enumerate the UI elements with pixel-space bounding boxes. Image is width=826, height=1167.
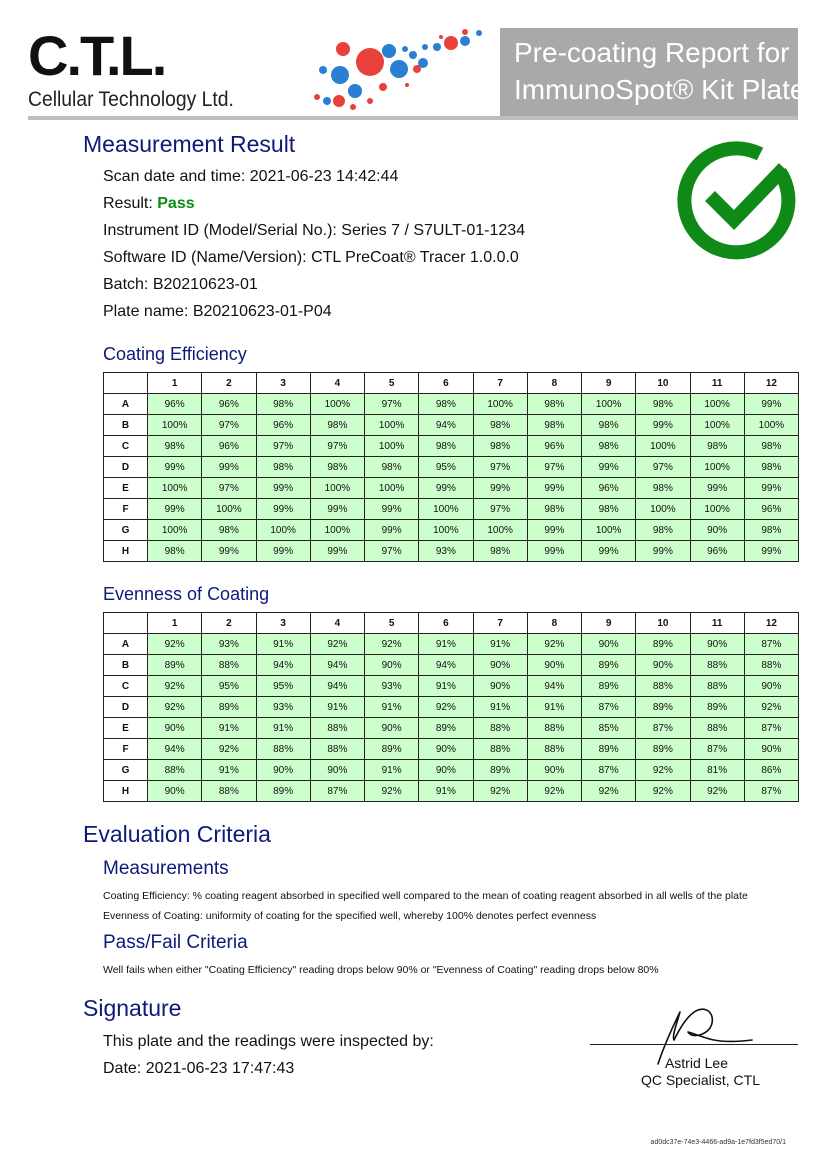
well-value-cell: 93% <box>202 634 256 655</box>
well-value-cell: 89% <box>148 655 202 676</box>
well-value-cell: 92% <box>690 781 744 802</box>
well-value-cell: 100% <box>310 478 364 499</box>
well-value-cell: 88% <box>202 655 256 676</box>
well-value-cell: 99% <box>256 499 310 520</box>
well-value-cell: 98% <box>365 457 419 478</box>
well-value-cell: 91% <box>419 676 473 697</box>
well-value-cell: 100% <box>636 436 690 457</box>
well-value-cell: 99% <box>744 541 798 562</box>
measurements-heading: Measurements <box>103 858 229 879</box>
scan-date-value: 2021-06-23 14:42:44 <box>249 168 399 185</box>
row-header: F <box>104 499 148 520</box>
table-row <box>104 478 799 499</box>
well-value-cell: 91% <box>202 760 256 781</box>
well-value-cell: 98% <box>527 499 581 520</box>
well-value-cell: 97% <box>473 457 527 478</box>
table-row <box>104 718 799 739</box>
well-value-cell: 92% <box>527 634 581 655</box>
column-header: 3 <box>256 613 310 634</box>
column-header: 10 <box>636 373 690 394</box>
row-header: B <box>104 655 148 676</box>
document-id: ad0dc37e-74e3-4466-ad9a-1e7fd3f5ed70/1 <box>650 1139 786 1146</box>
well-value-cell: 95% <box>256 676 310 697</box>
well-value-cell: 89% <box>365 739 419 760</box>
well-value-cell: 97% <box>527 457 581 478</box>
table-header-row <box>104 373 799 394</box>
header-divider <box>28 116 798 120</box>
decorative-dots-logo <box>305 25 495 113</box>
well-value-cell: 99% <box>310 541 364 562</box>
well-value-cell: 99% <box>527 478 581 499</box>
well-value-cell: 89% <box>256 781 310 802</box>
company-name: Cellular Technology Ltd. <box>28 88 234 111</box>
scan-date-line <box>103 167 398 187</box>
well-value-cell: 99% <box>473 478 527 499</box>
well-value-cell: 92% <box>148 697 202 718</box>
well-value-cell: 89% <box>582 655 636 676</box>
well-value-cell: 94% <box>256 655 310 676</box>
well-value-cell: 100% <box>256 520 310 541</box>
column-header: 7 <box>473 613 527 634</box>
table-row <box>104 676 799 697</box>
well-value-cell: 90% <box>527 760 581 781</box>
well-value-cell: 97% <box>202 478 256 499</box>
column-header: 12 <box>744 373 798 394</box>
table-row <box>104 760 799 781</box>
well-value-cell: 91% <box>256 634 310 655</box>
column-header: 1 <box>148 373 202 394</box>
coating-efficiency-heading: Coating Efficiency <box>103 344 247 364</box>
well-value-cell: 97% <box>365 541 419 562</box>
well-value-cell: 88% <box>690 718 744 739</box>
well-value-cell: 90% <box>365 655 419 676</box>
well-value-cell: 96% <box>256 415 310 436</box>
well-value-cell: 89% <box>582 676 636 697</box>
well-value-cell: 88% <box>636 676 690 697</box>
well-value-cell: 81% <box>690 760 744 781</box>
table-row <box>104 415 799 436</box>
well-value-cell: 90% <box>473 655 527 676</box>
row-header: H <box>104 781 148 802</box>
well-value-cell: 90% <box>527 655 581 676</box>
well-value-cell: 87% <box>582 697 636 718</box>
well-value-cell: 86% <box>744 760 798 781</box>
well-value-cell: 97% <box>636 457 690 478</box>
row-header: E <box>104 478 148 499</box>
well-value-cell: 97% <box>256 436 310 457</box>
well-value-cell: 98% <box>690 436 744 457</box>
well-value-cell: 99% <box>148 499 202 520</box>
well-value-cell: 100% <box>202 499 256 520</box>
result-label: Result: <box>103 195 158 212</box>
well-value-cell: 92% <box>202 739 256 760</box>
table-row <box>104 634 799 655</box>
well-value-cell: 98% <box>310 415 364 436</box>
well-value-cell: 96% <box>202 394 256 415</box>
well-value-cell: 88% <box>473 739 527 760</box>
well-value-cell: 99% <box>148 457 202 478</box>
well-value-cell: 94% <box>419 415 473 436</box>
well-value-cell: 100% <box>636 499 690 520</box>
column-header: 5 <box>365 373 419 394</box>
table-row <box>104 520 799 541</box>
well-value-cell: 87% <box>690 739 744 760</box>
well-value-cell: 96% <box>744 499 798 520</box>
column-header: 8 <box>527 613 581 634</box>
well-value-cell: 90% <box>419 760 473 781</box>
table-header-row <box>104 613 799 634</box>
row-header: G <box>104 520 148 541</box>
inspected-by-text: This plate and the readings were inspected by: <box>103 1033 434 1050</box>
well-value-cell: 92% <box>148 676 202 697</box>
well-value-cell: 98% <box>473 541 527 562</box>
well-value-cell: 85% <box>582 718 636 739</box>
well-value-cell: 88% <box>527 718 581 739</box>
table-row <box>104 697 799 718</box>
well-value-cell: 99% <box>636 541 690 562</box>
table-corner-cell <box>104 373 148 394</box>
well-value-cell: 89% <box>582 739 636 760</box>
batch-label: Batch: <box>103 276 153 293</box>
well-value-cell: 98% <box>582 415 636 436</box>
well-value-cell: 91% <box>310 697 364 718</box>
well-value-cell: 98% <box>202 520 256 541</box>
table-row <box>104 655 799 676</box>
well-value-cell: 99% <box>636 415 690 436</box>
well-value-cell: 87% <box>744 634 798 655</box>
well-value-cell: 87% <box>310 781 364 802</box>
well-value-cell: 90% <box>419 739 473 760</box>
well-value-cell: 96% <box>148 394 202 415</box>
column-header: 8 <box>527 373 581 394</box>
software-label: Software ID (Name/Version): <box>103 249 312 266</box>
signer-role: QC Specialist, CTL <box>640 1072 760 1088</box>
well-value-cell: 87% <box>744 718 798 739</box>
column-header: 2 <box>202 373 256 394</box>
well-value-cell: 90% <box>148 781 202 802</box>
well-value-cell: 87% <box>582 760 636 781</box>
well-value-cell: 92% <box>310 634 364 655</box>
row-header: F <box>104 739 148 760</box>
well-value-cell: 90% <box>690 634 744 655</box>
well-value-cell: 88% <box>690 655 744 676</box>
well-value-cell: 91% <box>365 697 419 718</box>
well-value-cell: 88% <box>148 760 202 781</box>
evenness-table <box>103 612 799 802</box>
well-value-cell: 90% <box>310 760 364 781</box>
table-corner-cell <box>104 613 148 634</box>
well-value-cell: 94% <box>419 655 473 676</box>
well-value-cell: 100% <box>744 415 798 436</box>
well-value-cell: 90% <box>365 718 419 739</box>
table-row <box>104 457 799 478</box>
well-value-cell: 98% <box>419 394 473 415</box>
well-value-cell: 91% <box>473 634 527 655</box>
well-value-cell: 90% <box>473 676 527 697</box>
well-value-cell: 100% <box>148 478 202 499</box>
well-value-cell: 100% <box>365 478 419 499</box>
well-value-cell: 93% <box>256 697 310 718</box>
well-value-cell: 90% <box>636 655 690 676</box>
column-header: 6 <box>419 613 473 634</box>
table-row <box>104 394 799 415</box>
well-value-cell: 99% <box>310 499 364 520</box>
well-value-cell: 100% <box>690 457 744 478</box>
well-value-cell: 96% <box>582 478 636 499</box>
well-value-cell: 87% <box>636 718 690 739</box>
well-value-cell: 100% <box>690 394 744 415</box>
table-row <box>104 436 799 457</box>
well-value-cell: 99% <box>582 541 636 562</box>
column-header: 4 <box>310 373 364 394</box>
well-value-cell: 91% <box>473 697 527 718</box>
well-value-cell: 98% <box>527 394 581 415</box>
instrument-value: Series 7 / S7ULT-01-1234 <box>341 222 526 239</box>
well-value-cell: 100% <box>582 394 636 415</box>
well-value-cell: 88% <box>473 718 527 739</box>
software-value: CTL PreCoat® Tracer 1.0.0.0 <box>311 249 519 266</box>
instrument-line <box>103 221 525 241</box>
well-value-cell: 97% <box>202 415 256 436</box>
software-line <box>103 248 519 268</box>
report-title-line2: ImmunoSpot® Kit Plate <box>514 74 806 105</box>
well-value-cell: 97% <box>310 436 364 457</box>
coating-efficiency-table <box>103 372 799 562</box>
well-value-cell: 90% <box>256 760 310 781</box>
well-value-cell: 100% <box>419 499 473 520</box>
well-value-cell: 91% <box>527 697 581 718</box>
well-value-cell: 91% <box>419 634 473 655</box>
measurements-line-evenness: Evenness of Coating: uniformity of coating for the specified well, whereby 100% denotes perfect evenness <box>103 910 597 922</box>
well-value-cell: 100% <box>310 394 364 415</box>
well-value-cell: 94% <box>148 739 202 760</box>
signer-block <box>610 1055 798 1089</box>
well-value-cell: 89% <box>636 739 690 760</box>
well-value-cell: 98% <box>148 436 202 457</box>
well-value-cell: 97% <box>473 499 527 520</box>
well-value-cell: 95% <box>419 457 473 478</box>
well-value-cell: 90% <box>690 520 744 541</box>
table-row <box>104 739 799 760</box>
well-value-cell: 100% <box>473 394 527 415</box>
well-value-cell: 98% <box>419 436 473 457</box>
row-header: D <box>104 457 148 478</box>
company-logo: C.T.L. <box>28 24 166 87</box>
well-value-cell: 88% <box>256 739 310 760</box>
well-value-cell: 92% <box>636 781 690 802</box>
well-value-cell: 98% <box>310 457 364 478</box>
well-value-cell: 93% <box>365 676 419 697</box>
well-value-cell: 98% <box>744 457 798 478</box>
column-header: 7 <box>473 373 527 394</box>
well-value-cell: 88% <box>310 718 364 739</box>
well-value-cell: 92% <box>744 697 798 718</box>
well-value-cell: 99% <box>527 541 581 562</box>
column-header: 3 <box>256 373 310 394</box>
column-header: 9 <box>582 373 636 394</box>
well-value-cell: 89% <box>690 697 744 718</box>
row-header: A <box>104 394 148 415</box>
row-header: B <box>104 415 148 436</box>
well-value-cell: 98% <box>582 436 636 457</box>
well-value-cell: 99% <box>365 499 419 520</box>
well-value-cell: 100% <box>365 436 419 457</box>
instrument-label: Instrument ID (Model/Serial No.): <box>103 222 342 239</box>
column-header: 9 <box>582 613 636 634</box>
well-value-cell: 89% <box>636 634 690 655</box>
well-value-cell: 100% <box>148 415 202 436</box>
well-value-cell: 98% <box>744 520 798 541</box>
well-value-cell: 92% <box>365 781 419 802</box>
well-value-cell: 99% <box>744 478 798 499</box>
well-value-cell: 99% <box>690 478 744 499</box>
row-header: D <box>104 697 148 718</box>
well-value-cell: 98% <box>473 415 527 436</box>
well-value-cell: 90% <box>744 739 798 760</box>
plate-name-line <box>103 302 332 322</box>
column-header: 10 <box>636 613 690 634</box>
row-header: A <box>104 634 148 655</box>
row-header: C <box>104 436 148 457</box>
result-value: Pass <box>157 195 195 212</box>
batch-line <box>103 275 258 295</box>
well-value-cell: 88% <box>310 739 364 760</box>
column-header: 2 <box>202 613 256 634</box>
well-value-cell: 96% <box>690 541 744 562</box>
row-header: H <box>104 541 148 562</box>
well-value-cell: 99% <box>527 520 581 541</box>
scan-date-label: Scan date and time: <box>103 168 250 185</box>
plate-name-label: Plate name: <box>103 303 193 320</box>
well-value-cell: 99% <box>419 478 473 499</box>
well-value-cell: 89% <box>473 760 527 781</box>
table-row <box>104 781 799 802</box>
measurement-result-heading: Measurement Result <box>83 131 296 157</box>
well-value-cell: 98% <box>256 457 310 478</box>
column-header: 12 <box>744 613 798 634</box>
report-title-line1: Pre-coating Report for <box>514 37 790 68</box>
column-header: 4 <box>310 613 364 634</box>
well-value-cell: 88% <box>744 655 798 676</box>
well-value-cell: 89% <box>419 718 473 739</box>
well-value-cell: 98% <box>636 520 690 541</box>
well-value-cell: 92% <box>636 760 690 781</box>
report-title <box>514 34 805 108</box>
well-value-cell: 100% <box>690 415 744 436</box>
well-value-cell: 94% <box>527 676 581 697</box>
well-value-cell: 96% <box>202 436 256 457</box>
column-header: 1 <box>148 613 202 634</box>
well-value-cell: 99% <box>582 457 636 478</box>
well-value-cell: 90% <box>148 718 202 739</box>
plate-name-value: B20210623-01-P04 <box>192 303 332 320</box>
well-value-cell: 92% <box>419 697 473 718</box>
batch-value: B20210623-01 <box>152 276 258 293</box>
well-value-cell: 87% <box>744 781 798 802</box>
row-header: C <box>104 676 148 697</box>
passfail-heading: Pass/Fail Criteria <box>103 932 248 953</box>
passfail-line: Well fails when either "Coating Efficiency" reading drops below 90% or "Evenness of Coating" reading drops below 80% <box>103 964 659 976</box>
well-value-cell: 98% <box>744 436 798 457</box>
evaluation-criteria-heading: Evaluation Criteria <box>83 821 271 847</box>
signature-line <box>590 1044 798 1045</box>
well-value-cell: 96% <box>527 436 581 457</box>
well-value-cell: 98% <box>527 415 581 436</box>
well-value-cell: 95% <box>202 676 256 697</box>
well-value-cell: 99% <box>202 541 256 562</box>
inspection-date-value: 2021-06-23 17:47:43 <box>145 1060 295 1077</box>
well-value-cell: 98% <box>256 394 310 415</box>
measurements-line-efficiency: Coating Efficiency: % coating reagent absorbed in specified well compared to the mean of coating reagent absorbed in all wells of the plate <box>103 890 748 902</box>
column-header: 5 <box>365 613 419 634</box>
row-header: E <box>104 718 148 739</box>
well-value-cell: 98% <box>582 499 636 520</box>
well-value-cell: 90% <box>582 634 636 655</box>
well-value-cell: 100% <box>419 520 473 541</box>
well-value-cell: 97% <box>365 394 419 415</box>
well-value-cell: 90% <box>744 676 798 697</box>
well-value-cell: 91% <box>202 718 256 739</box>
well-value-cell: 92% <box>473 781 527 802</box>
check-circle-icon <box>676 138 798 260</box>
signer-name: Astrid Lee <box>664 1055 728 1071</box>
well-value-cell: 100% <box>310 520 364 541</box>
result-line <box>103 194 195 214</box>
well-value-cell: 99% <box>744 394 798 415</box>
well-value-cell: 88% <box>690 676 744 697</box>
well-value-cell: 89% <box>636 697 690 718</box>
well-value-cell: 94% <box>310 676 364 697</box>
well-value-cell: 88% <box>202 781 256 802</box>
well-value-cell: 99% <box>365 520 419 541</box>
column-header: 11 <box>690 613 744 634</box>
well-value-cell: 98% <box>636 478 690 499</box>
well-value-cell: 92% <box>365 634 419 655</box>
row-header: G <box>104 760 148 781</box>
well-value-cell: 99% <box>202 457 256 478</box>
well-value-cell: 100% <box>582 520 636 541</box>
well-value-cell: 98% <box>636 394 690 415</box>
well-value-cell: 89% <box>202 697 256 718</box>
signature-heading: Signature <box>83 995 182 1021</box>
column-header: 6 <box>419 373 473 394</box>
well-value-cell: 93% <box>419 541 473 562</box>
inspection-date-line <box>103 1059 294 1079</box>
well-value-cell: 91% <box>419 781 473 802</box>
well-value-cell: 100% <box>473 520 527 541</box>
evenness-heading: Evenness of Coating <box>103 584 270 604</box>
table-row <box>104 499 799 520</box>
well-value-cell: 91% <box>365 760 419 781</box>
well-value-cell: 98% <box>473 436 527 457</box>
well-value-cell: 99% <box>256 541 310 562</box>
well-value-cell: 92% <box>148 634 202 655</box>
inspection-date-label: Date: <box>103 1060 146 1077</box>
table-row <box>104 541 799 562</box>
well-value-cell: 91% <box>256 718 310 739</box>
well-value-cell: 100% <box>690 499 744 520</box>
well-value-cell: 92% <box>527 781 581 802</box>
column-header: 11 <box>690 373 744 394</box>
well-value-cell: 100% <box>365 415 419 436</box>
well-value-cell: 92% <box>582 781 636 802</box>
well-value-cell: 98% <box>148 541 202 562</box>
well-value-cell: 99% <box>256 478 310 499</box>
well-value-cell: 94% <box>310 655 364 676</box>
well-value-cell: 88% <box>527 739 581 760</box>
well-value-cell: 100% <box>148 520 202 541</box>
